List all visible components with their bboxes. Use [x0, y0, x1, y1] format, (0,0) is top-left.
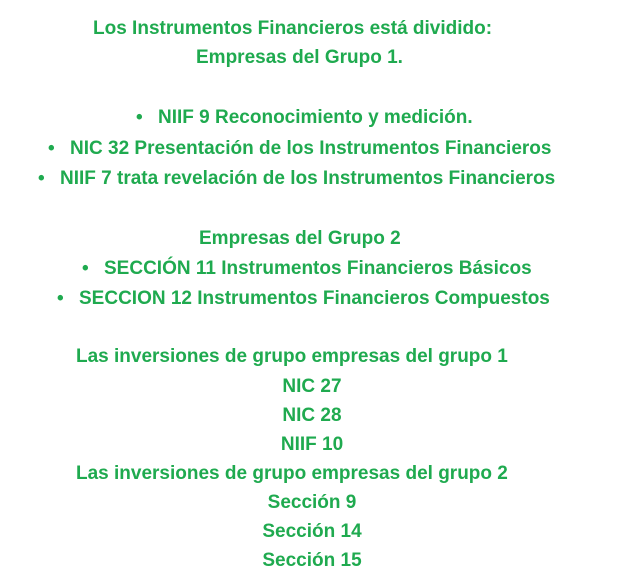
group1-item-3-text: NIIF 7 trata revelación de los Instrumentos Financieros — [60, 168, 556, 189]
investments1-item-2: NIC 28 — [282, 405, 342, 426]
group2-item-2 — [57, 287, 550, 311]
investments2-item-2: Sección 14 — [262, 521, 362, 542]
investments1-heading: Las inversiones de grupo empresas del grupo 1 — [76, 346, 508, 367]
investments1-item-3: NIIF 10 — [280, 434, 344, 455]
group1-item-2 — [48, 137, 551, 161]
group2-heading: Empresas del Grupo 2 — [199, 228, 401, 249]
bullet-icon: • — [38, 168, 45, 189]
group1-item-1 — [136, 106, 473, 130]
group1-item-3 — [38, 167, 555, 191]
intro-line-2: Empresas del Grupo 1. — [196, 47, 403, 68]
group1-item-2-text: NIC 32 Presentación de los Instrumentos Financieros — [70, 138, 552, 159]
investments2-item-1: Sección 9 — [267, 492, 357, 513]
investments1-item-1: NIC 27 — [282, 376, 342, 397]
bullet-icon: • — [136, 107, 143, 128]
investments2-item-3: Sección 15 — [262, 550, 362, 571]
group2-item-1-text: SECCIÓN 11 Instrumentos Financieros Básicos — [104, 258, 532, 279]
group2-item-2-text: SECCION 12 Instrumentos Financieros Compuestos — [79, 288, 550, 309]
bullet-icon: • — [82, 258, 89, 279]
bullet-icon: • — [48, 138, 55, 159]
bullet-icon: • — [57, 288, 64, 309]
intro-line-1: Los Instrumentos Financieros está dividido: — [93, 18, 493, 39]
group2-item-1 — [82, 257, 532, 281]
investments2-heading: Las inversiones de grupo empresas del grupo 2 — [76, 463, 508, 484]
group1-item-1-text: NIIF 9 Reconocimiento y medición. — [158, 107, 473, 128]
